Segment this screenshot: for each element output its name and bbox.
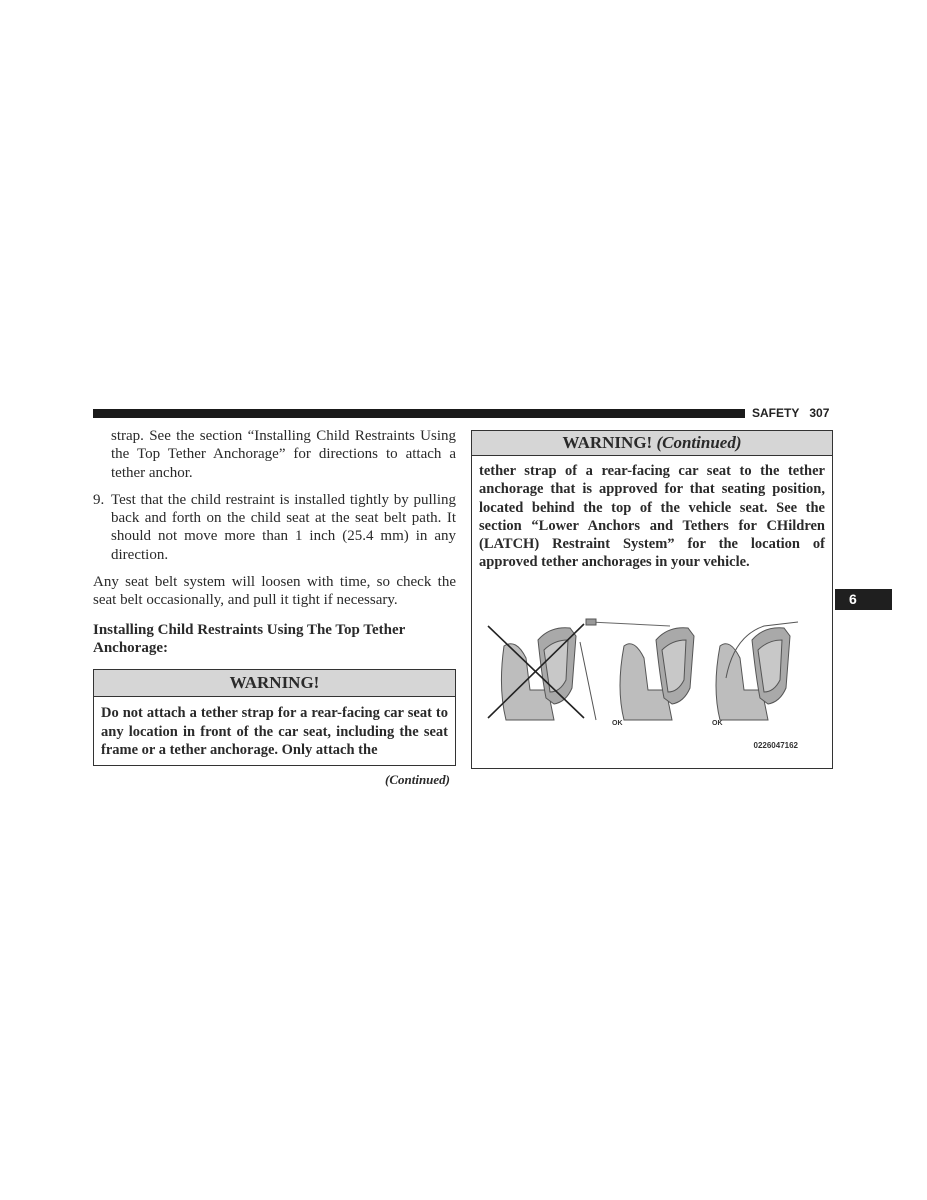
step-number: 9. bbox=[93, 491, 105, 508]
running-header bbox=[752, 406, 842, 420]
warning-text: tether strap of a rear-facing car seat to the tether anchorage that is approved for that seating position, located behind the top of the vehicle seat. See the section “Lower Anchors and Tethers for CHildren (LATCH) Restraint System” for the location of approved tether anchorages in your vehicle. bbox=[479, 463, 825, 571]
seat-illustration-2 bbox=[586, 619, 694, 720]
warning-box bbox=[93, 669, 456, 766]
ok-label-1: OK bbox=[612, 720, 623, 727]
left-column bbox=[93, 427, 456, 766]
step-9 bbox=[93, 491, 456, 564]
chapter-tab: 6 bbox=[835, 589, 892, 610]
warning-continued-box bbox=[471, 430, 833, 769]
warning-title-text: WARNING! bbox=[562, 433, 653, 452]
continued-label: (Continued) bbox=[384, 772, 450, 787]
header-rule bbox=[93, 409, 745, 418]
tether-illustration bbox=[484, 618, 820, 760]
car-seat-diagram bbox=[484, 618, 820, 760]
warning-text: Do not attach a tether strap for a rear-facing car seat to any location in front of the car seat, including the seat frame or a tether anchorage. Only attach the bbox=[101, 705, 448, 758]
warning-title bbox=[472, 431, 832, 456]
seat-illustration-3 bbox=[716, 622, 798, 720]
section-heading: Installing Child Restraints Using The Top Tether Anchorage: bbox=[93, 621, 406, 656]
ok-label-2: OK bbox=[712, 720, 723, 727]
page-number: 307 bbox=[809, 406, 830, 420]
figure-code: 0226047162 bbox=[753, 741, 798, 750]
section-name: SAFETY bbox=[752, 406, 800, 420]
step-text: Test that the child restraint is installed tightly by pulling back and forth on the child seat at the seat belt path. It should not move more than 1 inch (25.4 mm) in any direction. bbox=[111, 491, 456, 563]
warning-title-suffix: (Continued) bbox=[656, 433, 742, 452]
body-paragraph: Any seat belt system will loosen with time, so check the seat belt occasionally, and pull it tight if necessary. bbox=[93, 574, 456, 609]
warning-title: WARNING! bbox=[94, 670, 455, 697]
continued-step-text: strap. See the section “Installing Child Restraints Using the Top Tether Anchorage” for directions to attach a tether anchor. bbox=[111, 428, 456, 481]
